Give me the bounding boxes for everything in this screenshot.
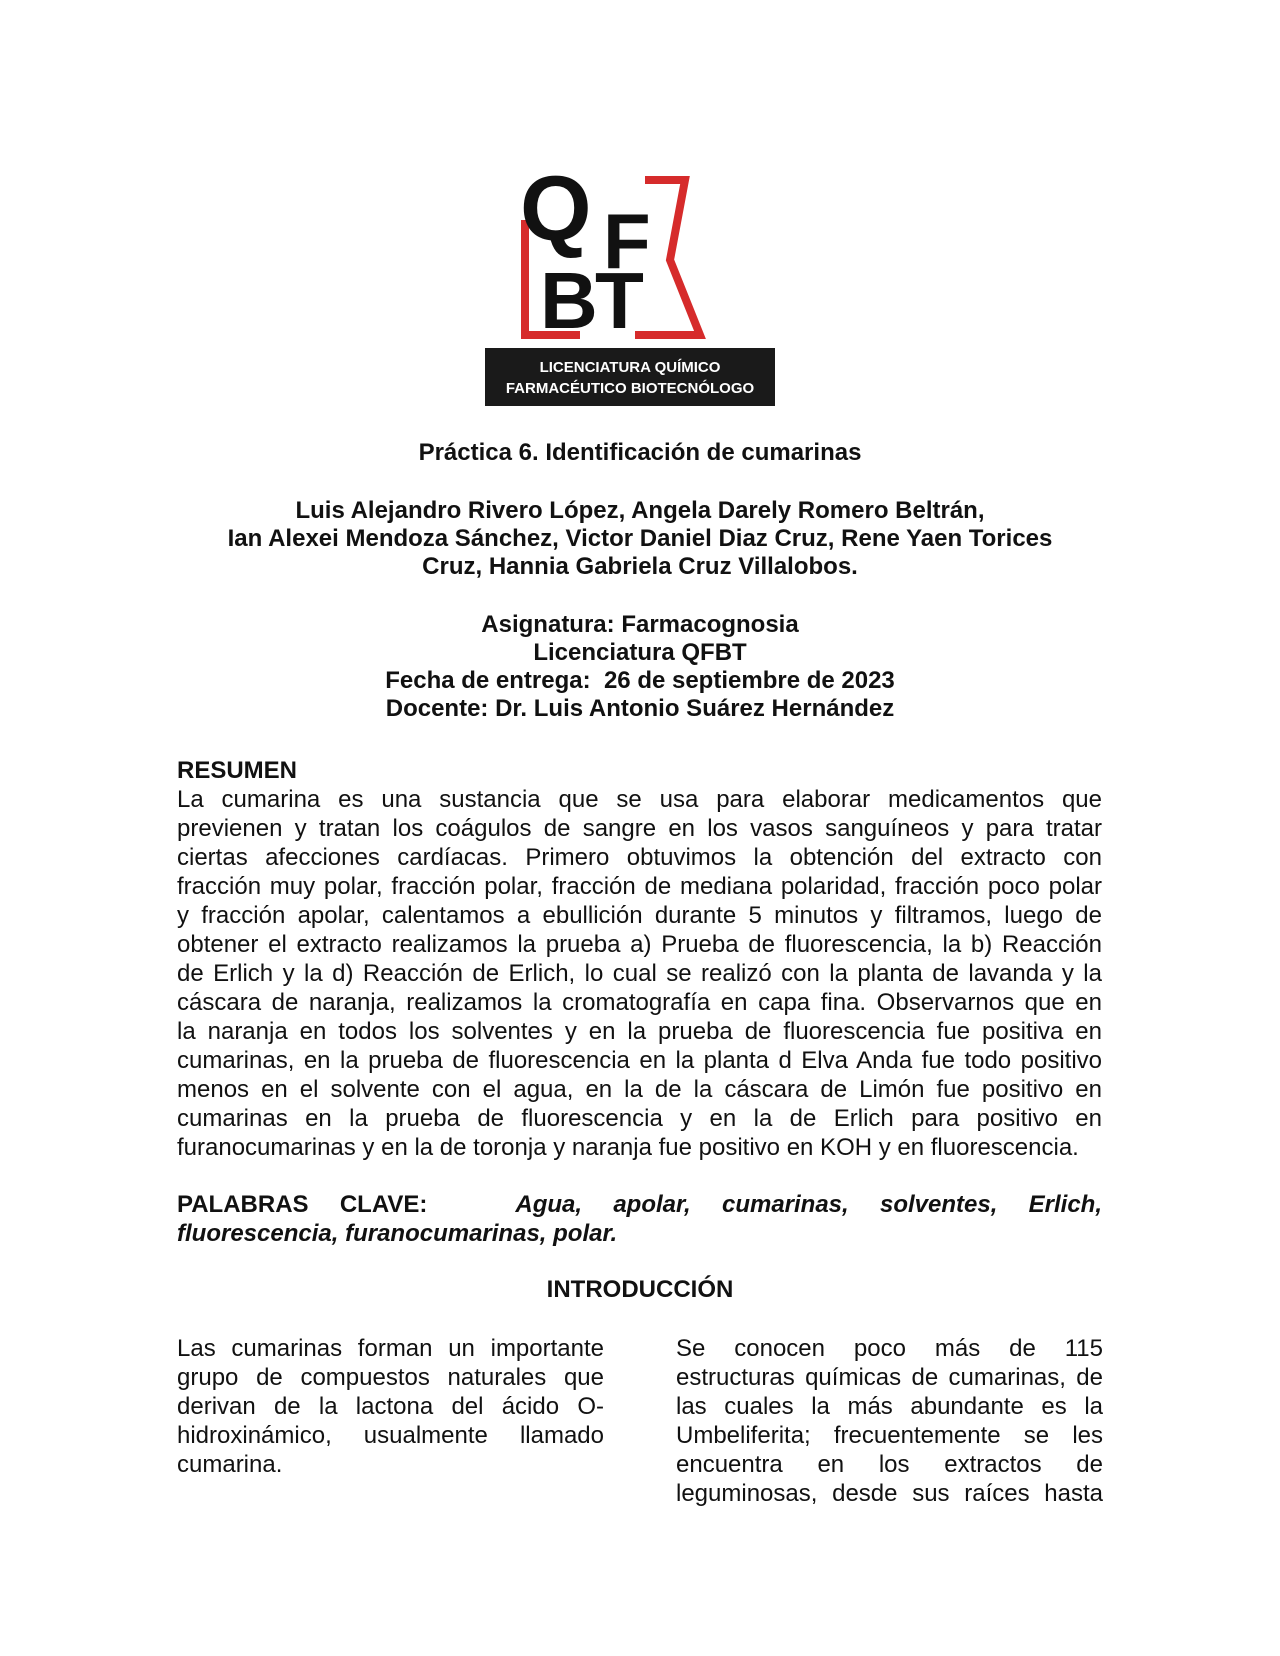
delivery-date: Fecha de entrega: 26 de septiembre de 2023 bbox=[385, 667, 895, 694]
logo-banner-line2: FARMACÉUTICO BIOTECNÓLOGO bbox=[505, 380, 755, 397]
degree: Licenciatura QFBT bbox=[533, 639, 747, 666]
document-title: Práctica 6. Identificación de cumarinas bbox=[418, 439, 862, 466]
keywords-label: PALABRAS CLAVE: bbox=[177, 1191, 428, 1218]
resumen-line: previenen y tratan los coágulos de sangre en los vasos sanguíneos y para tratar bbox=[177, 815, 1102, 842]
intro-line: hidroxinámico, usualmente llamado bbox=[177, 1422, 604, 1449]
intro-left-column bbox=[177, 1334, 604, 1479]
resumen-line: la naranja en todos los solventes y en la prueba de fluorescencia fue positiva en bbox=[177, 1018, 1102, 1045]
resumen-line: furanocumarinas y en la de toronja y naranja fue positivo en KOH y en fluorescencia. bbox=[177, 1134, 1079, 1161]
logo-banner-line1: LICENCIATURA QUÍMICO bbox=[539, 359, 721, 376]
resumen-line: cáscara de naranja, realizamos la cromatografía en capa fina. Observarnos que en bbox=[177, 989, 1102, 1016]
resumen-heading: RESUMEN bbox=[177, 757, 298, 784]
resumen-line: fracción muy polar, fracción polar, fracción de mediana polaridad, fracción poco polar bbox=[177, 873, 1102, 900]
svg-text:Q: Q bbox=[520, 158, 592, 260]
teacher: Docente: Dr. Luis Antonio Suárez Hernández bbox=[385, 695, 895, 722]
keywords-line2: fluorescencia, furanocumarinas, polar. bbox=[177, 1220, 618, 1247]
intro-line: Umbeliferita; frecuentemente se les bbox=[676, 1422, 1103, 1449]
intro-line: las cuales la más abundante es la bbox=[676, 1393, 1103, 1420]
intro-right-column bbox=[676, 1334, 1103, 1508]
intro-line: grupo de compuestos naturales que bbox=[177, 1364, 604, 1391]
resumen-line: menos en el solvente con el agua, en la de la cáscara de Limón fue positivo en bbox=[177, 1076, 1102, 1103]
intro-line: derivan de la lactona del ácido O- bbox=[177, 1393, 604, 1420]
resumen-line: cumarinas, en la prueba de fluorescencia en la planta d Elva Anda fue todo positivo bbox=[177, 1047, 1102, 1074]
resumen-line: de Erlich y la d) Reacción de Erlich, lo cual se realizó con la planta de lavanda y la bbox=[177, 960, 1102, 987]
resumen-line: La cumarina es una sustancia que se usa para elaborar medicamentos que bbox=[177, 786, 1102, 813]
resumen-line: y fracción apolar, calentamos a ebullición durante 5 minutos y filtramos, luego de bbox=[177, 902, 1102, 929]
qfbt-logo bbox=[485, 150, 785, 410]
svg-text:F: F bbox=[603, 197, 651, 285]
resumen-line: obtener el extracto realizamos la prueba a) Prueba de fluorescencia, la b) Reacción bbox=[177, 931, 1102, 958]
author-line: Cruz, Hannia Gabriela Cruz Villalobos. bbox=[422, 553, 858, 580]
intro-line: encuentra en los extractos de bbox=[676, 1451, 1103, 1478]
intro-line: estructuras químicas de cumarinas, de bbox=[676, 1364, 1103, 1391]
author-line: Luis Alejandro Rivero López, Angela Darely Romero Beltrán, bbox=[295, 497, 985, 524]
keywords bbox=[177, 1190, 1102, 1248]
authors bbox=[0, 497, 1280, 581]
intro-line: Se conocen poco más de 115 bbox=[676, 1335, 1103, 1362]
keywords-line1: Agua, apolar, cumarinas, solventes, Erlich, bbox=[515, 1191, 1102, 1218]
course-info bbox=[0, 611, 1280, 723]
intro-line: leguminosas, desde sus raíces hasta bbox=[676, 1480, 1103, 1507]
svg-text:B: B bbox=[540, 256, 598, 345]
intro-heading: INTRODUCCIÓN bbox=[546, 1276, 734, 1303]
resumen-line: cumarinas en la prueba de fluorescencia y en la de Erlich para positivo en bbox=[177, 1105, 1102, 1132]
svg-text:T: T bbox=[595, 256, 644, 345]
subject: Asignatura: Farmacognosia bbox=[481, 611, 799, 638]
resumen-line: ciertas afecciones cardíacas. Primero obtuvimos la obtención del extracto con bbox=[177, 844, 1102, 871]
intro-line: Las cumarinas forman un importante bbox=[177, 1335, 604, 1362]
intro-line: cumarina. bbox=[177, 1451, 283, 1478]
author-line: Ian Alexei Mendoza Sánchez, Victor Daniel Diaz Cruz, Rene Yaen Torices bbox=[227, 525, 1053, 552]
resumen-paragraph bbox=[177, 785, 1102, 1162]
